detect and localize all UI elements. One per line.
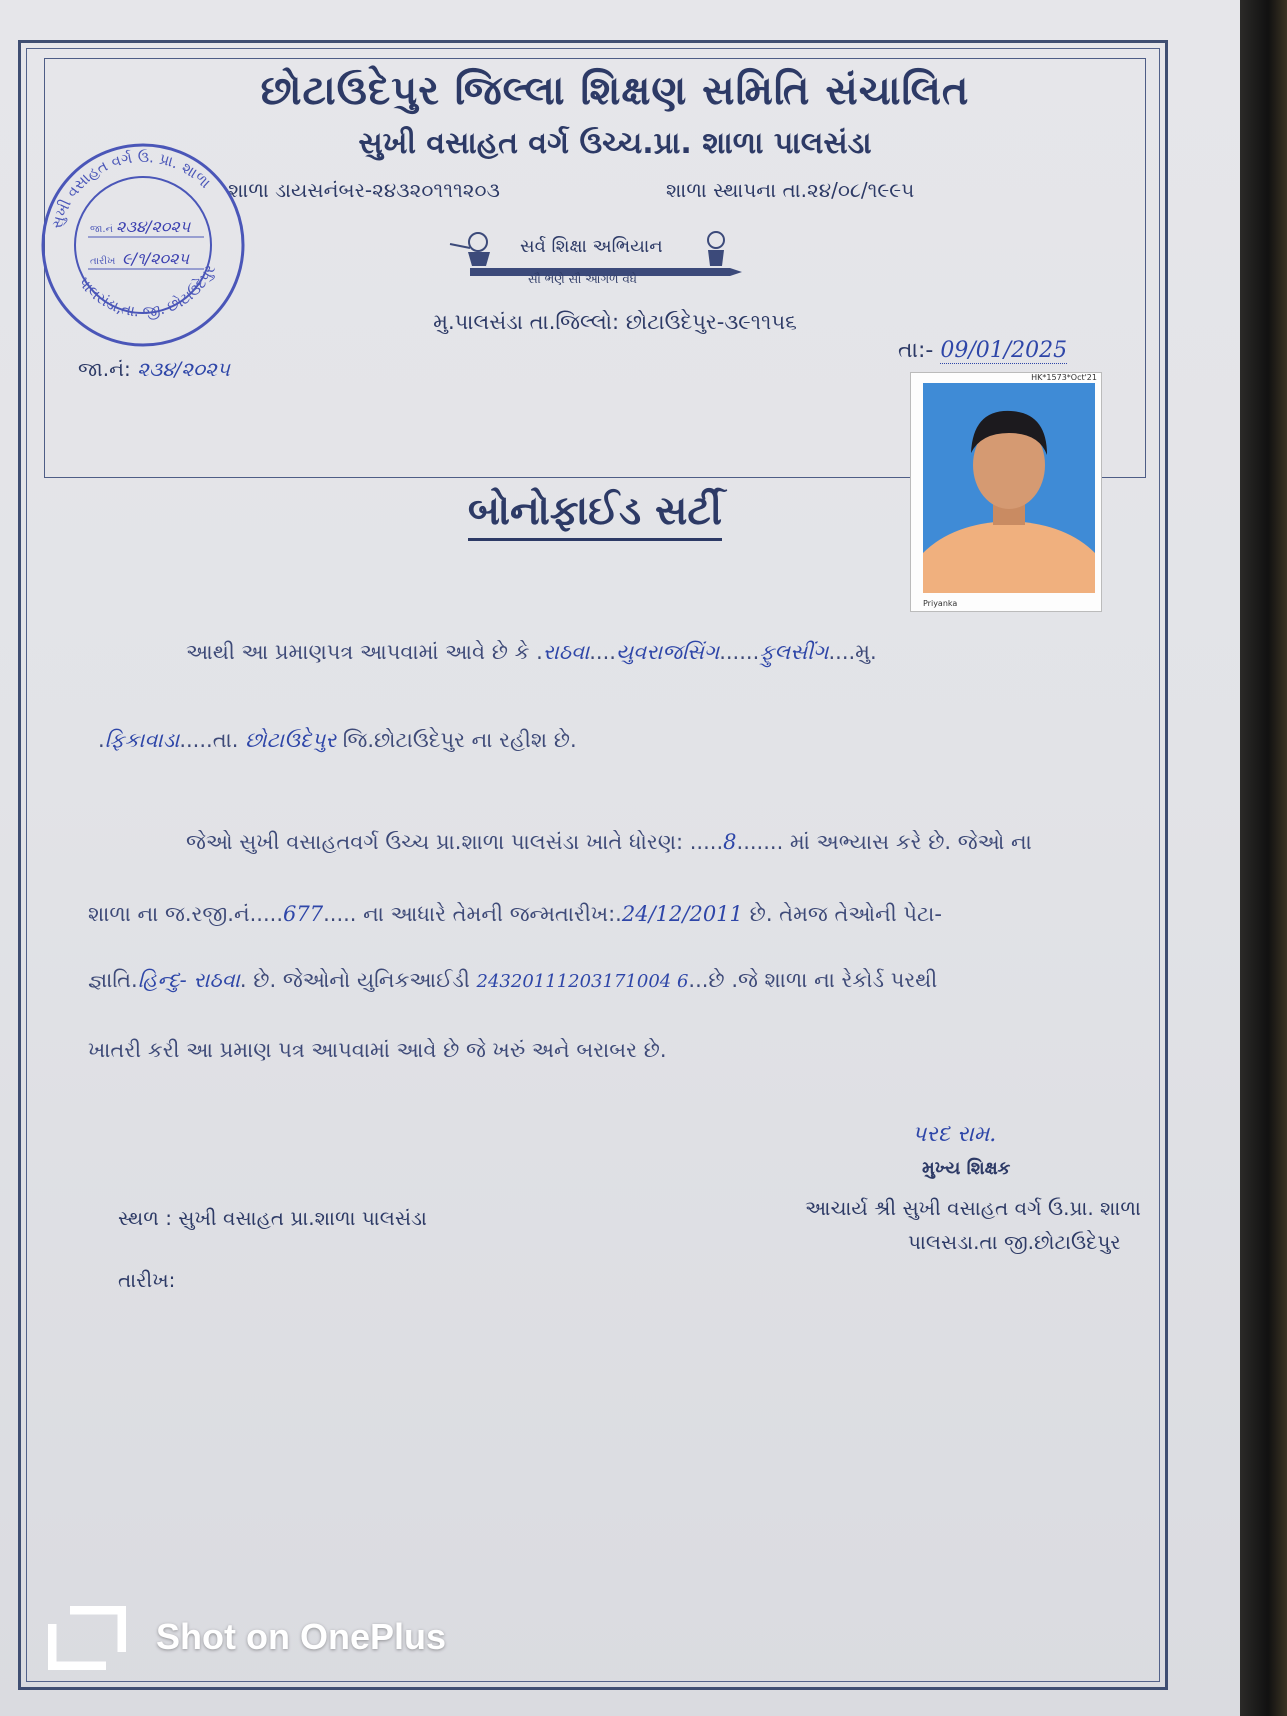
p5-mid: . છે. જેઓનો યુનિકઆઈડી [239,968,477,992]
photo-studio-mark: Priyanka [923,599,958,608]
body-line-6: ખાતરી કરી આ પ્રમાણ પત્ર આપવામાં આવે છે જે ખરું અને બરાબર છે. [88,1038,667,1062]
unique-id-value: 24320111203171004 6 [476,971,689,992]
date-value: 09/01/2025 [940,338,1068,363]
p2-mid: .....તા. [179,728,246,752]
photo-code: HK*1573*Oct'21 [1031,373,1097,382]
signature: પરદ રામ. [912,1122,997,1147]
ref-value: ૨૩૪/૨૦૨૫ [137,357,230,381]
stamp-line1-value: ૨૩૪/૨૦૨૫ [116,217,191,236]
p4-text: શાળા ના જ.રજી.નં..... [88,902,284,926]
p3-text: જેઓ સુખી વસાહતવર્ગ ઉચ્ચ પ્રા.શાળા પાલસંડા ખાતે ધોરણ: ..... [186,830,724,854]
caste-value: હિન્દુ- રાઠવા [137,968,240,992]
body-line-2 [98,728,577,753]
p4-mid: ..... ના આધારે તેમની જન્મતારીખ:. [323,902,622,926]
certificate-heading [0,488,1190,534]
p1-text: આથી આ પ્રમાણપત્ર આપવામાં આવે છે કે . [186,640,543,664]
camera-watermark: Shot on OnePlus [156,1616,447,1657]
p1-dots2: ...... [719,640,760,664]
p1-dots1: .... [589,640,616,664]
taluka-name: છોટાઉદેપુર [245,728,337,752]
svg-text:પાલસંડા,તા. જી. છોટાઉદેપુર [75,262,219,321]
school-address: મુ.પાલસંડા તા.જિલ્લો: છોટાઉદેપુર-૩૯૧૧૫૬ [433,310,797,334]
school-committee-title: છોટાઉદેપુર જિલ્લા શિક્ષણ સમિતિ સંચાલિત [260,68,970,114]
oneplus-watermark-icon [48,1606,126,1670]
p2-lead: . [98,728,105,752]
stamp-line2-label: તારીખ [90,256,116,267]
footer-date-label: તારીખ: [118,1268,176,1292]
p3-tail: ....... માં અભ્યાસ કરે છે. જેઓ ના [736,830,1032,854]
student-surname: રાઠવા [542,640,590,664]
body-line-4 [88,902,942,927]
stamp-ring-bottom: પાલસંડા,તા. જી. છોટાઉદેપુર [74,261,220,322]
birth-date: 24/12/2011 [621,902,743,926]
school-name: સુખી વસાહત વર્ગ ઉચ્ચ.પ્રા. શાળા પાલસંડા [358,126,872,161]
letter-date [898,338,1067,363]
p1-tail: ....મુ. [828,640,877,664]
body-line-5 [88,968,937,993]
heading-text: બોનોફાઈડ સર્ટી [468,488,722,541]
signature-title: મુખ્ય શિક્ષક [922,1158,1011,1179]
reference-number [78,357,230,381]
principal-stamp-line2: પાલસડા.તા જી.છોટાઉદેપુર [908,1230,1121,1254]
background-edge [1240,0,1287,1716]
p4-tail: છે. તેમજ તેઓની પેટા- [742,902,942,926]
school-seal-stamp [38,140,248,350]
stamp-ring-top: સુખી વસાહત વર્ગ ઉ. પ્રા. શાળા [47,147,215,231]
ssa-logo-text: સર્વ શિક્ષા અભિયાન [520,236,663,257]
p5-tail: ...છે .જે શાળા ના રેકોર્ડ પરથી [688,968,938,992]
student-name: યુવરાજસિંગ [615,640,720,664]
establishment-date: શાળા સ્થાપના તા.૨૪/૦૮/૧૯૯૫ [666,178,915,202]
dise-number: શાળા ડાયસનંબર-૨૪૩૨૦૧૧૧૨૦૩ [228,178,500,202]
place-line: સ્થળ : સુખી વસાહત પ્રા.શાળા પાલસંડા [118,1206,427,1230]
stamp-line1-label: જા.નં [90,224,113,235]
ref-label: જા.નં: [78,357,131,381]
body-line-1 [186,640,877,665]
father-name: ફુલસીંગ [759,640,829,664]
p5-text: જ્ઞાતિ. [88,968,138,992]
date-label: તા:- [898,338,934,363]
p2-tail: જિ.છોટાઉદેપુર ના રહીશ છે. [336,728,577,752]
body-line-3 [186,830,1032,855]
ssa-tagline: સૌ ભણે સૌ આગળ વધે [528,272,637,286]
register-number: 677 [283,902,324,926]
standard-value: 8 [723,830,737,854]
village-name: ફિકાવાડા [104,728,180,752]
stamp-line2-value: ૯/૧/૨૦૨૫ [122,249,190,268]
principal-stamp-line1: આચાર્ય શ્રી સુખી વસાહત વર્ગ ઉ.પ્રા. શાળા [805,1196,1141,1220]
